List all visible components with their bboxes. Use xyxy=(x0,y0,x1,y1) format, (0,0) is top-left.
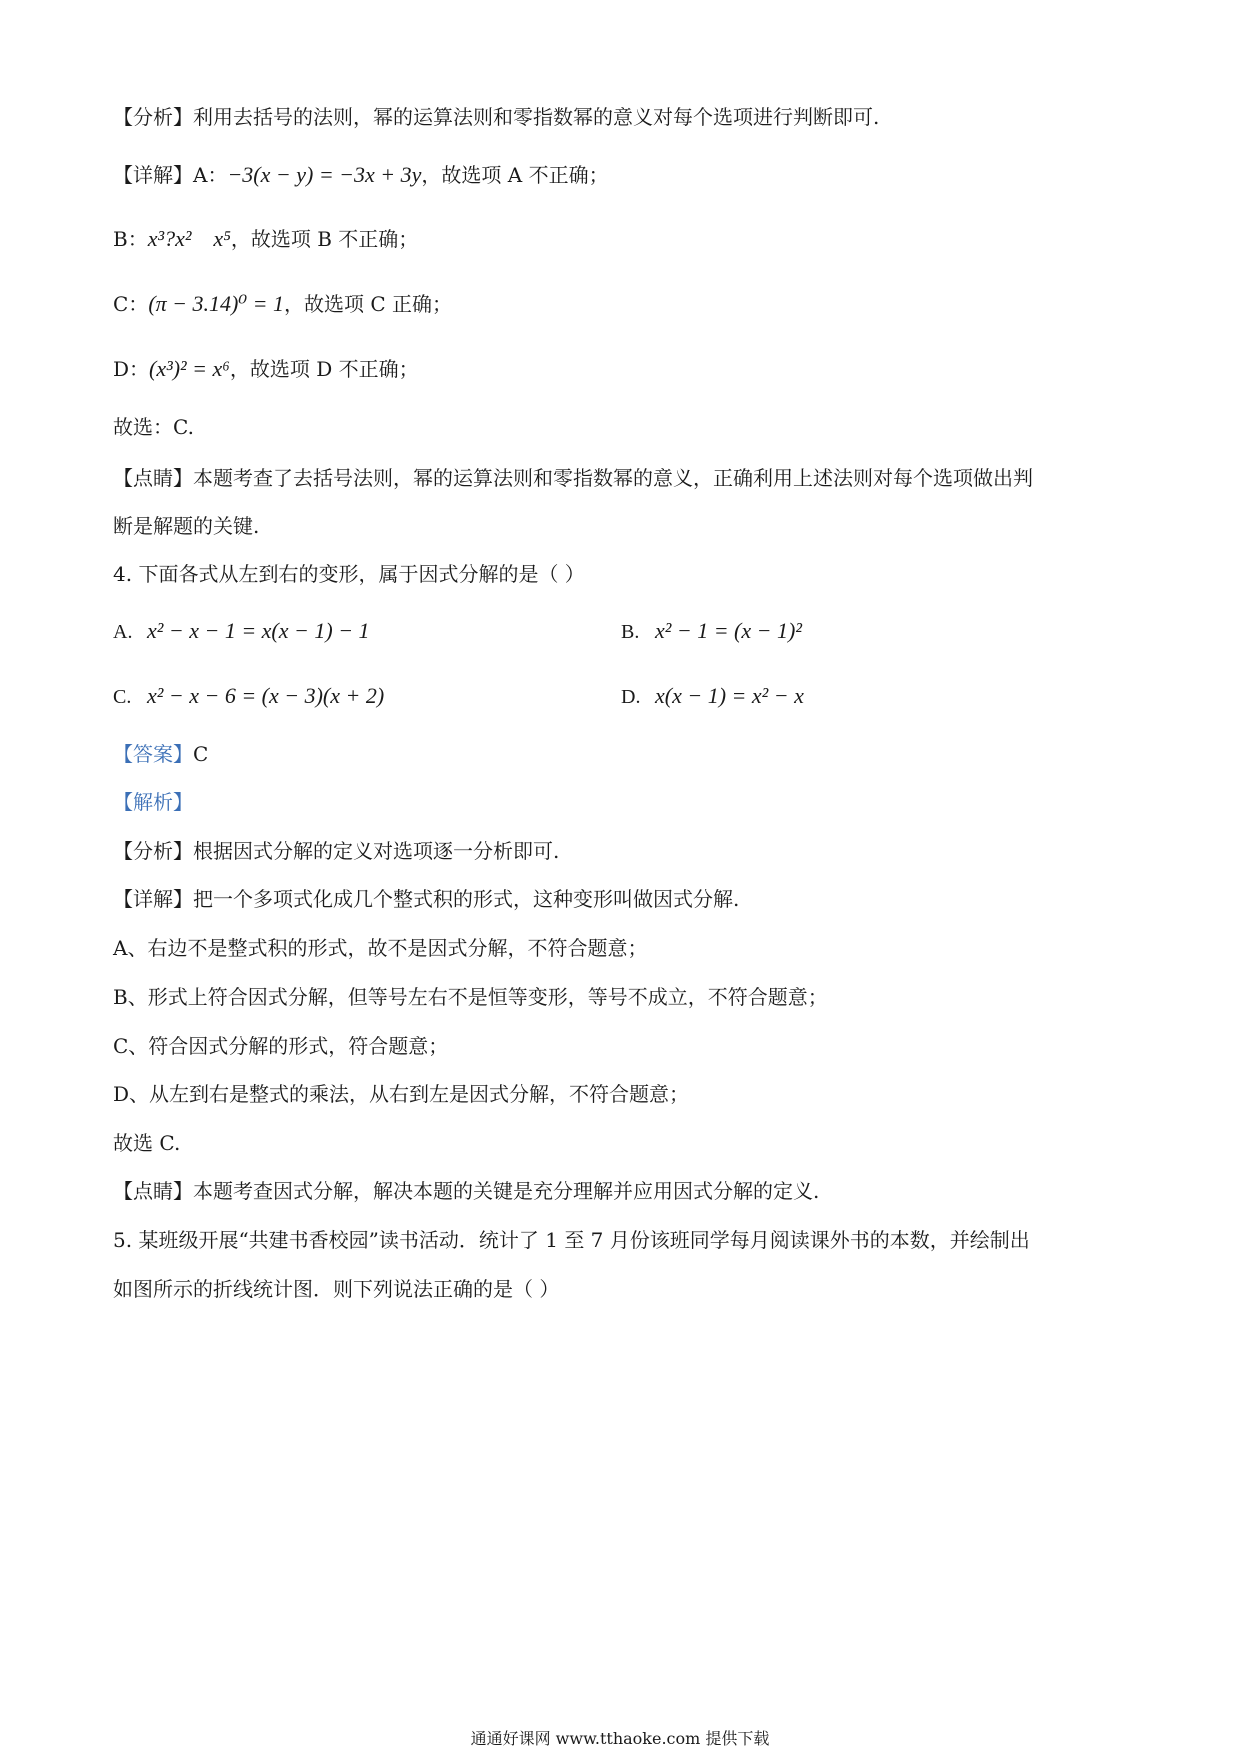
q4-stem: 4. 下面各式从左到右的变形，属于因式分解的是（ ） xyxy=(113,562,585,586)
q4-choice: 故选 C. xyxy=(113,1131,181,1155)
q3-choice: 故选：C. xyxy=(113,415,194,439)
q4-option-d xyxy=(621,682,804,711)
q4-reason-c: C、符合因式分解的形式，符合题意； xyxy=(113,1034,449,1058)
page-footer: 通通好课网 www.tthaoke.com 提供下载 xyxy=(470,1729,770,1748)
q3-comment-line-1: 【点睛】本题考查了去括号法则，幂的运算法则和零指数幂的意义，正确利用上述法则对每个选项做出判 xyxy=(113,466,1033,490)
q4-reason-b: B、形式上符合因式分解，但等号左右不是恒等变形，等号不成立，不符合题意； xyxy=(113,985,828,1009)
q4-explain-label: 【解析】 xyxy=(113,790,193,814)
q4-option-a xyxy=(113,617,370,646)
q4-detail: 【详解】把一个多项式化成几个整式积的形式，这种变形叫做因式分解. xyxy=(113,887,740,911)
q3-analysis: 【分析】利用去括号的法则，幂的运算法则和零指数幂的意义对每个选项进行判断即可. xyxy=(113,105,880,129)
detail-prefix: 【详解】A： xyxy=(113,163,228,187)
detail-a-suffix: ，故选项 A 不正确； xyxy=(421,163,609,187)
option-letter: C. xyxy=(113,686,132,708)
formula-a: −3(x − y) = −3x + 3y xyxy=(227,162,422,187)
q4-analysis: 【分析】根据因式分解的定义对选项逐一分析即可. xyxy=(113,839,560,863)
option-formula: x² − x − 1 = x(x − 1) − 1 xyxy=(147,618,370,643)
d-suffix: ，故选项 D 不正确； xyxy=(229,357,419,381)
q4-option-c xyxy=(113,682,384,711)
answer-label: 【答案】 xyxy=(113,742,193,766)
option-letter: B. xyxy=(621,621,640,643)
q3-comment-line-2: 断是解题的关键. xyxy=(113,514,260,538)
q4-answer xyxy=(113,740,208,768)
answer-value: C xyxy=(193,742,209,766)
q5-stem-line-1: 5. 某班级开展“共建书香校园”读书活动．统计了 1 至 7 月份该班同学每月阅读课外书的本数，并绘制出 xyxy=(113,1228,1030,1252)
q4-reason-d: D、从左到右是整式的乘法，从右到左是因式分解，不符合题意； xyxy=(113,1082,690,1106)
formula-b: x³?x² x⁵ xyxy=(147,226,231,251)
q4-reason-a: A、右边不是整式积的形式，故不是因式分解，不符合题意； xyxy=(113,936,648,960)
q3-detail-b xyxy=(113,225,418,253)
q4-option-b xyxy=(621,617,802,646)
b-prefix: B： xyxy=(113,227,148,251)
q3-detail-d xyxy=(113,355,419,383)
q5-stem-line-2: 如图所示的折线统计图．则下列说法正确的是（ ） xyxy=(113,1277,560,1301)
option-letter: A. xyxy=(113,621,133,643)
c-suffix: ，故选项 C 正确； xyxy=(284,292,453,316)
b-suffix: ，故选项 B 不正确； xyxy=(230,227,419,251)
option-letter: D. xyxy=(621,686,641,708)
q3-detail-a xyxy=(113,161,609,189)
q3-detail-c xyxy=(113,290,452,318)
d-prefix: D： xyxy=(113,357,150,381)
formula-c: (π − 3.14)⁰ = 1 xyxy=(148,291,284,316)
formula-d: (x³)² = x⁶ xyxy=(149,356,230,381)
c-prefix: C： xyxy=(113,292,149,316)
q4-comment: 【点睛】本题考查因式分解，解决本题的关键是充分理解并应用因式分解的定义. xyxy=(113,1179,820,1203)
option-formula: x(x − 1) = x² − x xyxy=(655,683,804,708)
option-formula: x² − x − 6 = (x − 3)(x + 2) xyxy=(147,683,385,708)
option-formula: x² − 1 = (x − 1)² xyxy=(655,618,802,643)
